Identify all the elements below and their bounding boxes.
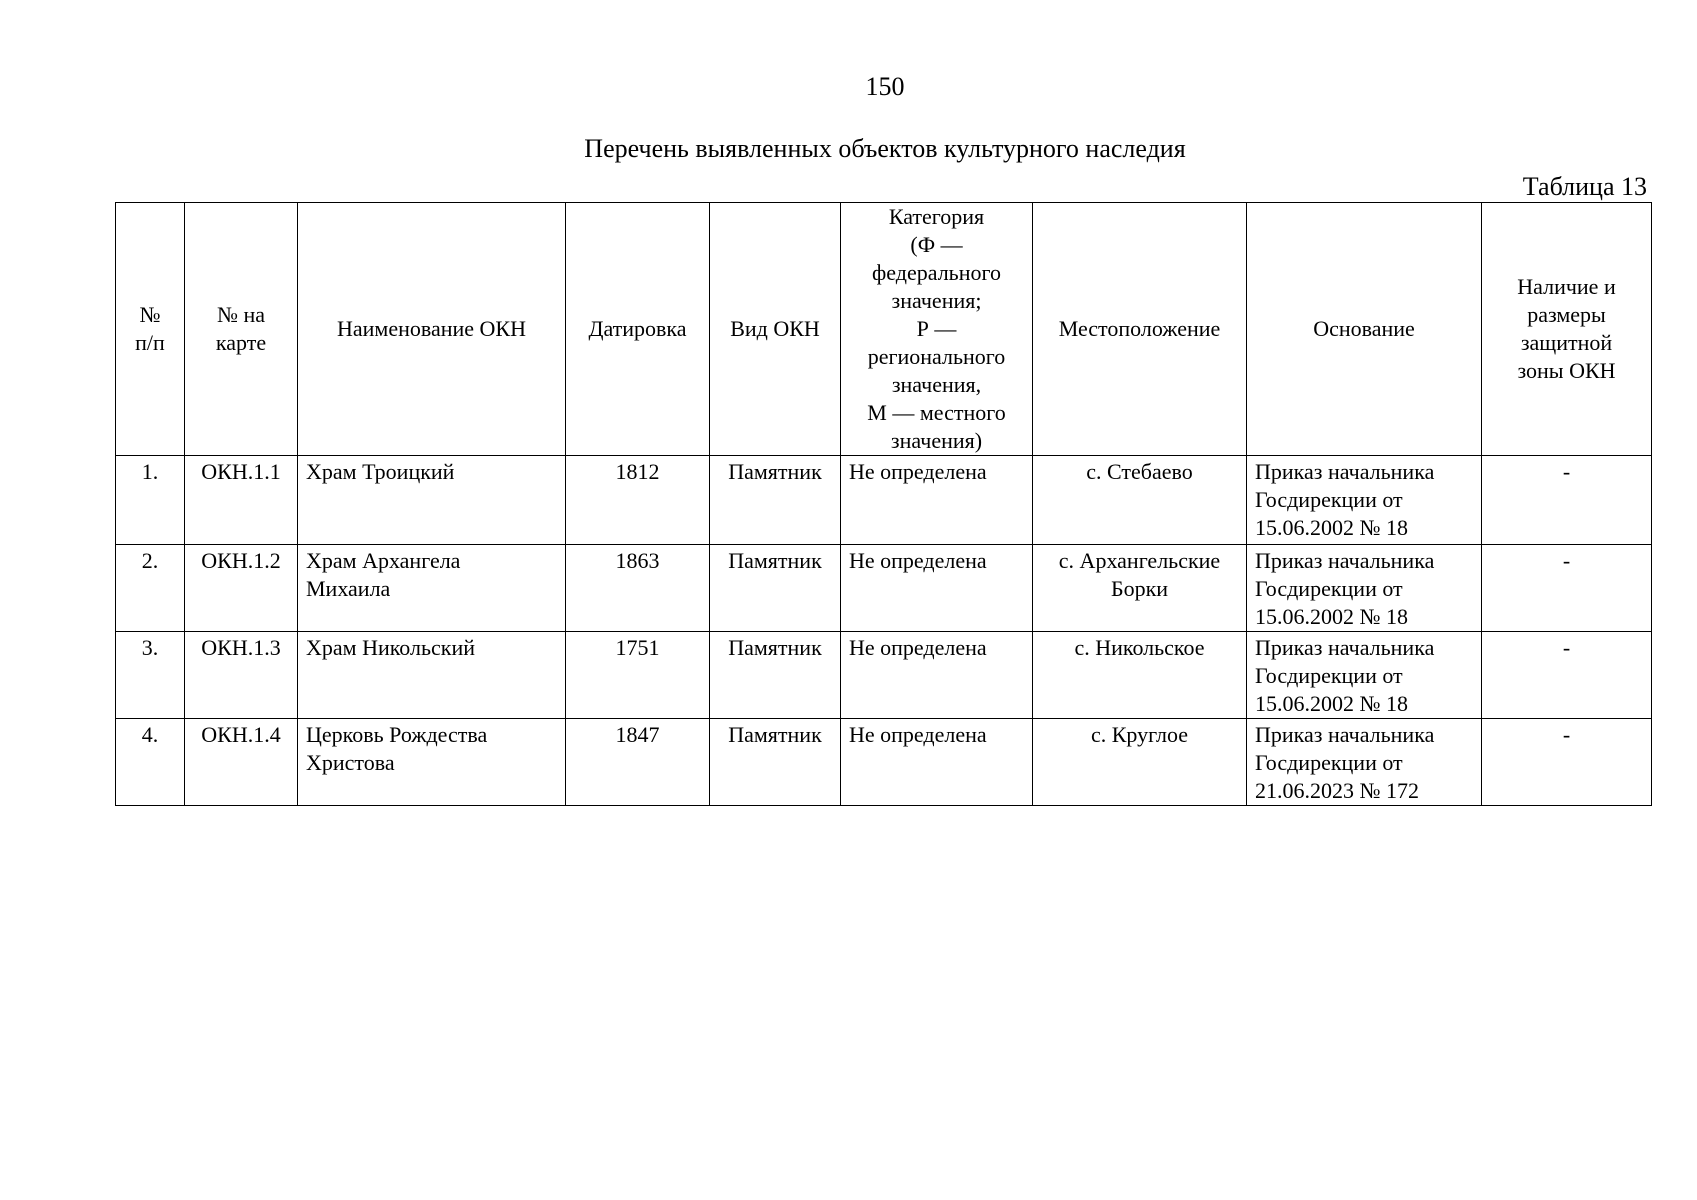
header-category-line: значения) [890, 428, 983, 453]
header-zone-line: защитной [1520, 330, 1613, 355]
cell-kind: Памятник [710, 632, 841, 719]
header-map-num-line: карте [215, 330, 267, 355]
cell-basis-line: Госдирекции от [1255, 576, 1403, 601]
cell-basis [1247, 456, 1482, 545]
header-num [116, 203, 185, 456]
document-title: Перечень выявленных объектов культурного наследия [584, 134, 1186, 163]
header-category-line: значения; [891, 288, 982, 313]
cell-category: Не определена [841, 719, 1033, 806]
header-category-line: М — местного [867, 400, 1006, 425]
cell-name [298, 719, 566, 806]
cell-num: 4. [116, 719, 185, 806]
cell-category: Не определена [841, 456, 1033, 545]
page-number: 150 [865, 72, 905, 101]
cell-location [1033, 719, 1247, 806]
okn-table [115, 202, 1652, 806]
cell-basis-line: Приказ начальника [1255, 459, 1435, 484]
cell-category: Не определена [841, 632, 1033, 719]
cell-dating: 1847 [566, 719, 710, 806]
cell-basis-line: Госдирекции от [1255, 750, 1403, 775]
cell-name [298, 456, 566, 545]
cell-num: 2. [116, 545, 185, 632]
cell-basis-line: 21.06.2023 № 172 [1255, 778, 1419, 803]
table-header-row [116, 203, 1652, 456]
cell-name-line: Храм Архангела [306, 548, 461, 573]
cell-basis-line: Приказ начальника [1255, 635, 1435, 660]
cell-name [298, 632, 566, 719]
header-zone-line: Наличие и [1517, 274, 1616, 299]
cell-basis-line: Приказ начальника [1255, 722, 1435, 747]
cell-name-line: Михаила [306, 576, 391, 601]
header-category-line: (Ф — [910, 232, 963, 257]
table-row [116, 545, 1652, 632]
header-map-num-line: № на [216, 302, 266, 327]
cell-basis [1247, 719, 1482, 806]
cell-map-num: ОКН.1.3 [185, 632, 298, 719]
cell-dating: 1751 [566, 632, 710, 719]
cell-location-line: с. Архангельские [1058, 548, 1221, 573]
cell-basis-line: Приказ начальника [1255, 548, 1435, 573]
header-category-line: регионального [867, 344, 1006, 369]
cell-kind: Памятник [710, 456, 841, 545]
table-row [116, 719, 1652, 806]
header-map-num [185, 203, 298, 456]
cell-basis [1247, 632, 1482, 719]
cell-map-num: ОКН.1.1 [185, 456, 298, 545]
cell-basis-line: 15.06.2002 № 18 [1255, 604, 1408, 629]
header-category-line: значения, [891, 372, 982, 397]
cell-name-line: Церковь Рождества [306, 722, 488, 747]
cell-basis [1247, 545, 1482, 632]
table-label: Таблица 13 [1522, 172, 1647, 201]
table-row [116, 632, 1652, 719]
cell-zone: - [1482, 632, 1652, 719]
header-zone-line: зоны ОКН [1517, 358, 1616, 383]
cell-name-line: Храм Троицкий [306, 459, 455, 484]
cell-location-line: с. Круглое [1090, 722, 1189, 747]
header-category [841, 203, 1033, 456]
cell-location [1033, 632, 1247, 719]
cell-map-num: ОКН.1.2 [185, 545, 298, 632]
cell-num: 3. [116, 632, 185, 719]
cell-location [1033, 456, 1247, 545]
cell-dating: 1863 [566, 545, 710, 632]
header-num-line: № [139, 302, 161, 327]
header-dating: Датировка [566, 203, 710, 456]
cell-dating: 1812 [566, 456, 710, 545]
cell-name-line: Храм Никольский [306, 635, 476, 660]
cell-location-line: с. Стебаево [1086, 459, 1193, 484]
cell-name-line: Христова [306, 750, 395, 775]
cell-location-line: с. Никольское [1074, 635, 1205, 660]
cell-name [298, 545, 566, 632]
header-zone [1482, 203, 1652, 456]
header-kind: Вид ОКН [710, 203, 841, 456]
cell-zone: - [1482, 545, 1652, 632]
cell-location-line: Борки [1110, 576, 1169, 601]
header-basis: Основание [1247, 203, 1482, 456]
cell-basis-line: Госдирекции от [1255, 663, 1403, 688]
table-row [116, 456, 1652, 545]
cell-zone: - [1482, 456, 1652, 545]
header-category-line: Категория [888, 204, 985, 229]
cell-basis-line: 15.06.2002 № 18 [1255, 691, 1408, 716]
header-location: Местоположение [1033, 203, 1247, 456]
cell-kind: Памятник [710, 545, 841, 632]
cell-category: Не определена [841, 545, 1033, 632]
cell-zone: - [1482, 719, 1652, 806]
header-category-line: Р — [916, 316, 957, 341]
header-num-line: п/п [135, 330, 165, 355]
cell-basis-line: 15.06.2002 № 18 [1255, 515, 1408, 540]
cell-num: 1. [116, 456, 185, 545]
header-name: Наименование ОКН [298, 203, 566, 456]
cell-location [1033, 545, 1247, 632]
header-zone-line: размеры [1527, 302, 1606, 327]
cell-map-num: ОКН.1.4 [185, 719, 298, 806]
cell-basis-line: Госдирекции от [1255, 487, 1403, 512]
cell-kind: Памятник [710, 719, 841, 806]
header-category-line: федерального [872, 260, 1001, 285]
